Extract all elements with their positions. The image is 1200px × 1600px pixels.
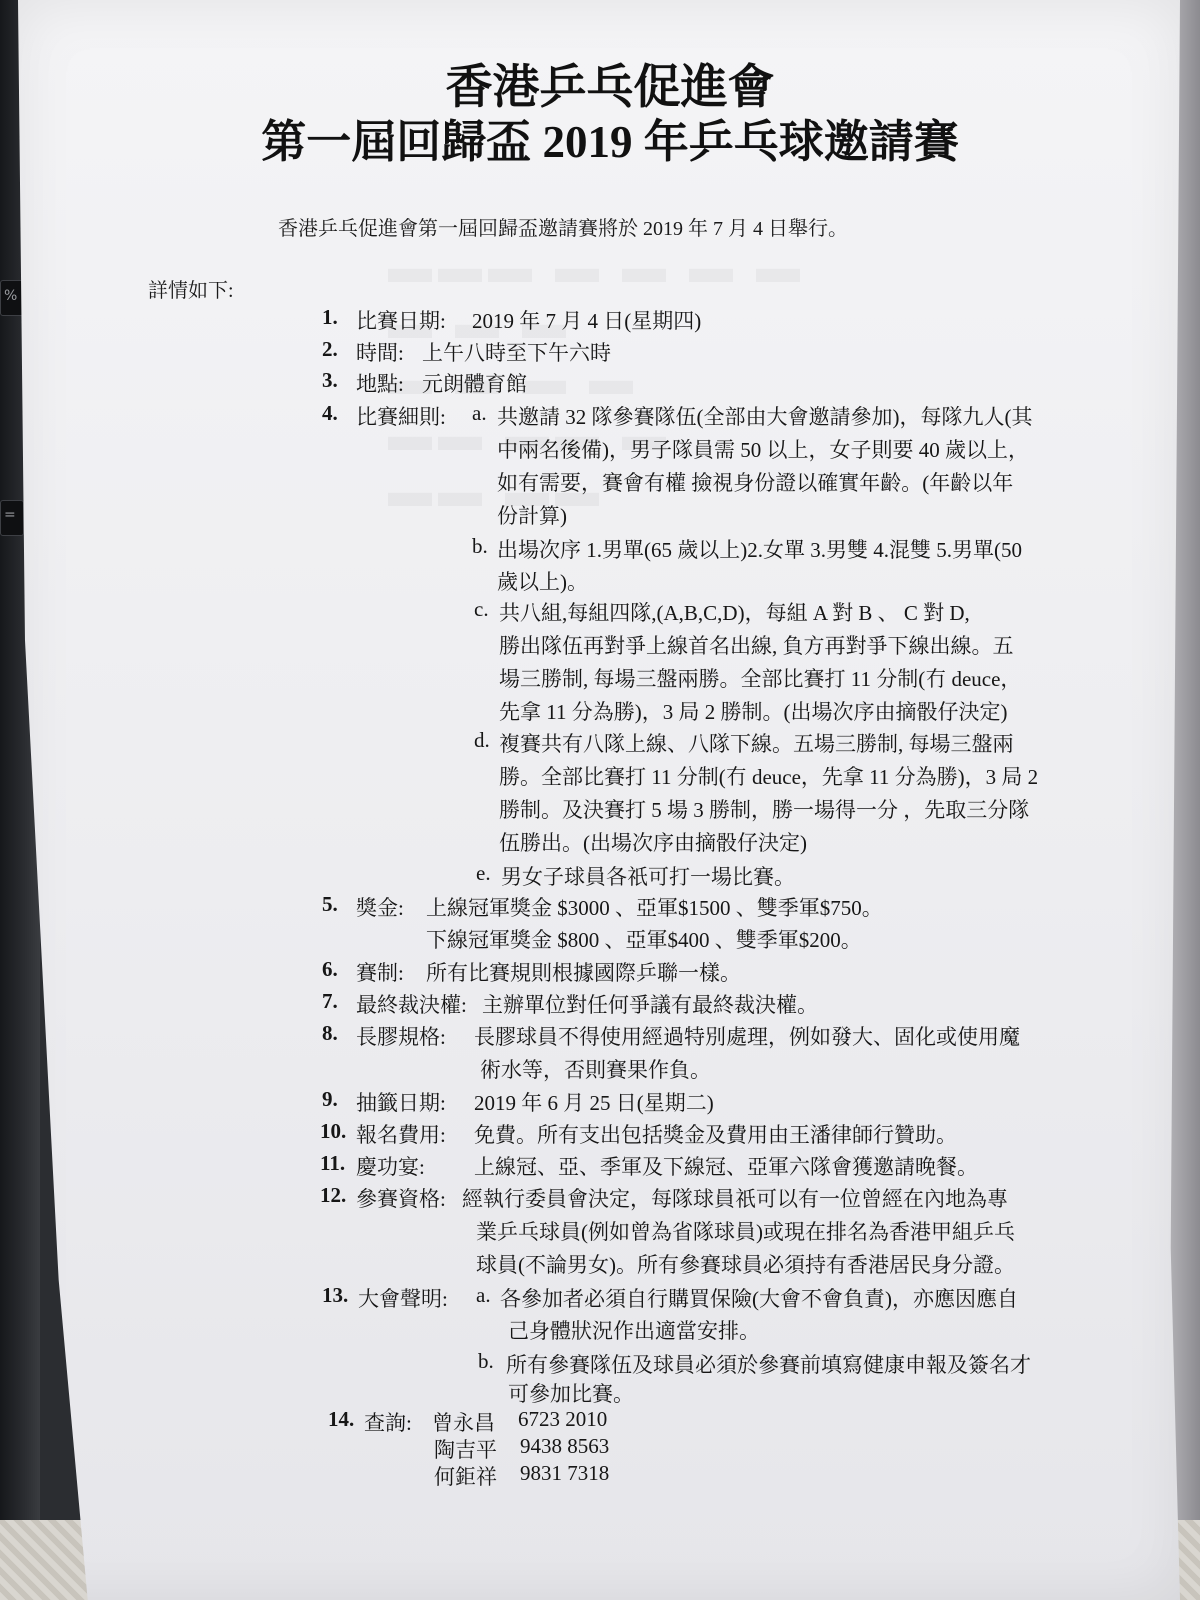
contact-phone: 6723 2010 bbox=[518, 1407, 608, 1431]
item-number: 2. bbox=[322, 337, 338, 361]
item-text: 所有比賽規則根據國際乒聯一樣。 bbox=[426, 961, 741, 985]
sub-line: 共邀請 32 隊參賽隊伍(全部由大會邀請參加)，每隊九人(其 bbox=[497, 405, 1033, 429]
item-label: 賽制: bbox=[356, 961, 404, 985]
item-label: 查詢: bbox=[364, 1411, 412, 1435]
sub-line: 如有需要，賽會有權 撿視身份證以確實年齡。(年齡以年 bbox=[497, 471, 1014, 495]
sub-line: 所有參賽隊伍及球員必須於參賽前填寫健康申報及簽名才 bbox=[506, 1353, 1031, 1377]
item-label: 比賽日期: bbox=[356, 309, 446, 333]
sub-line: 男女子球員各祇可打一場比賽。 bbox=[501, 865, 795, 889]
item-label: 獎金: bbox=[356, 896, 404, 920]
item-number: 13. bbox=[322, 1283, 349, 1307]
sub-letter: b. bbox=[478, 1349, 494, 1373]
sub-line: 份計算) bbox=[497, 504, 567, 528]
sub-letter: a. bbox=[472, 401, 487, 425]
item-label: 慶功宴: bbox=[356, 1155, 425, 1179]
item-label: 抽籤日期: bbox=[356, 1091, 446, 1115]
item-label: 時間: bbox=[356, 341, 404, 365]
sub-letter: c. bbox=[474, 597, 489, 621]
item-number: 6. bbox=[322, 957, 338, 981]
sub-line: 各參加者必須自行購買保險(大會不會負責)，亦應因應自 bbox=[500, 1287, 1018, 1311]
item-number: 12. bbox=[320, 1183, 347, 1207]
item-number: 4. bbox=[322, 401, 338, 425]
sub-line: 出場次序 1.男單(65 歲以上)2.女單 3.男雙 4.混雙 5.男單(50 bbox=[497, 538, 1022, 562]
item-number: 14. bbox=[328, 1407, 355, 1431]
sub-line: 勝制。及決賽打 5 場 3 勝制，勝一場得一分 ，先取三分隊 bbox=[499, 798, 1030, 822]
sub-letter: b. bbox=[472, 534, 488, 558]
item-label: 比賽細則: bbox=[356, 405, 446, 429]
item-text: 免費。所有支出包括獎金及費用由王潘律師行贊助。 bbox=[474, 1123, 957, 1147]
item-line: 球員(不論男女)。所有參賽球員必須持有香港居民身分證。 bbox=[476, 1253, 1015, 1277]
sub-letter: d. bbox=[474, 728, 490, 752]
item-line: 上線冠軍獎金 $3000 、亞軍$1500 、雙季軍$750。 bbox=[426, 896, 883, 920]
sub-line: 共八組,每組四隊,(A,B,C,D)，每組 A 對 B 、 C 對 D, bbox=[499, 601, 970, 625]
show-through-marks bbox=[388, 240, 948, 560]
item-line: 下線冠軍獎金 $800 、亞軍$400 、雙季軍$200。 bbox=[426, 928, 862, 952]
item-text: 2019 年 6 月 25 日(星期二) bbox=[474, 1091, 714, 1115]
item-text: 2019 年 7 月 4 日(星期四) bbox=[472, 309, 702, 333]
sub-letter: e. bbox=[476, 861, 491, 885]
item-number: 9. bbox=[322, 1087, 338, 1111]
sub-line: 中兩名後備)，男子隊員需 50 以上，女子則要 40 歲以上， bbox=[497, 438, 1029, 462]
item-number: 3. bbox=[322, 368, 338, 392]
item-text: 元朗體育館 bbox=[422, 372, 527, 396]
contact-name: 陶吉平 bbox=[434, 1438, 497, 1462]
sub-letter: a. bbox=[476, 1283, 491, 1307]
item-label: 最終裁決權: bbox=[356, 993, 467, 1017]
contact-name: 曾永昌 bbox=[432, 1411, 495, 1435]
item-number: 11. bbox=[320, 1151, 346, 1175]
item-text: 上線冠、亞、季軍及下線冠、亞軍六隊會獲邀請晚餐。 bbox=[474, 1155, 978, 1179]
item-line: 術水等，否則賽果作負。 bbox=[480, 1058, 711, 1082]
sub-line: 勝。全部比賽打 11 分制(冇 deuce，先拿 11 分為勝)，3 局 2 bbox=[499, 765, 1039, 789]
item-text: 上午八時至下午六時 bbox=[422, 341, 611, 365]
sub-line: 場三勝制, 每場三盤兩勝。全部比賽打 11 分制(冇 deuce， bbox=[499, 667, 1022, 691]
item-label: 大會聲明: bbox=[358, 1287, 448, 1311]
sub-line: 伍勝出。(出場次序由摘骰仔決定) bbox=[499, 831, 807, 855]
sub-line: 可參加比賽。 bbox=[508, 1382, 634, 1406]
item-line: 經執行委員會決定，每隊球員祇可以有一位曾經在內地為專 bbox=[462, 1187, 1008, 1211]
equals-key-glyph: = bbox=[4, 507, 16, 523]
document-title-line2: 第一屆回歸盃 2019 年乒乓球邀請賽 bbox=[261, 117, 959, 167]
item-label: 長膠規格: bbox=[356, 1025, 446, 1049]
sub-line: 歲以上)。 bbox=[497, 570, 588, 594]
item-number: 10. bbox=[320, 1119, 347, 1143]
item-line: 長膠球員不得使用經過特別處理，例如發大、固化或使用魔 bbox=[474, 1025, 1020, 1049]
sub-line: 己身體狀況作出適當安排。 bbox=[508, 1319, 760, 1343]
intro-paragraph: 香港乒乓促進會第一屆回歸盃邀請賽將於 2019 年 7 月 4 日舉行。 bbox=[278, 218, 848, 240]
sub-line: 複賽共有八隊上線、八隊下線。五場三勝制, 每場三盤兩 bbox=[499, 732, 1014, 756]
percent-key-glyph: % bbox=[4, 288, 18, 304]
document-title-line1: 香港乒乓促進會 bbox=[445, 62, 775, 114]
item-number: 8. bbox=[322, 1021, 338, 1045]
item-number: 7. bbox=[322, 989, 338, 1013]
item-label: 地點: bbox=[356, 372, 404, 396]
item-number: 1. bbox=[322, 305, 338, 329]
item-label: 報名費用: bbox=[356, 1123, 446, 1147]
sub-line: 先拿 11 分為勝)，3 局 2 勝制。(出場次序由摘骰仔決定) bbox=[499, 700, 1008, 724]
contact-phone: 9438 8563 bbox=[520, 1434, 610, 1458]
item-line: 業乒乓球員(例如曾為省隊球員)或現在排名為香港甲組乒乓 bbox=[476, 1220, 1015, 1244]
details-label: 詳情如下: bbox=[148, 280, 234, 302]
contact-phone: 9831 7318 bbox=[520, 1461, 610, 1485]
item-number: 5. bbox=[322, 892, 338, 916]
contact-name: 何鉅祥 bbox=[434, 1465, 497, 1489]
sub-line: 勝出隊伍再對爭上線首名出線, 負方再對爭下線出線。五 bbox=[499, 634, 1014, 658]
item-label: 參賽資格: bbox=[356, 1187, 446, 1211]
item-text: 主辦單位對任何爭議有最終裁決權。 bbox=[482, 993, 818, 1017]
